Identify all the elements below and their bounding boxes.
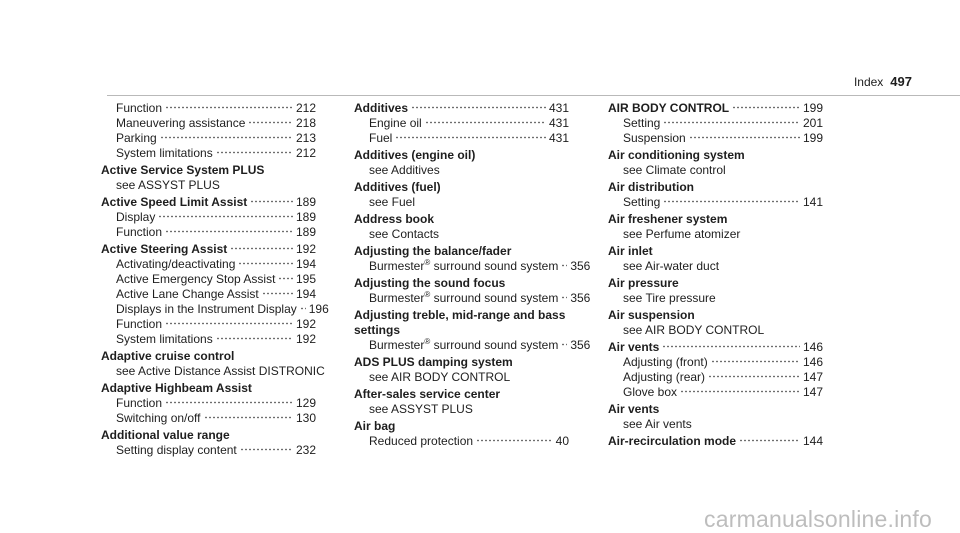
dot-leader	[230, 247, 293, 250]
registered-mark: ®	[424, 258, 431, 267]
page-ref[interactable]: 201	[802, 116, 823, 130]
index-heading	[608, 308, 823, 323]
index-heading	[354, 180, 569, 195]
index-heading	[608, 402, 823, 417]
index-heading	[354, 212, 569, 227]
page-ref[interactable]: 192	[295, 317, 316, 331]
index-subentry	[101, 101, 316, 116]
entry-text: Display	[116, 210, 156, 224]
index-subentry	[354, 337, 591, 353]
entry-text: Active Service System PLUS	[101, 163, 265, 177]
dot-leader	[708, 375, 800, 378]
index-subentry	[101, 257, 316, 272]
index-column-1	[101, 101, 329, 458]
entry-text: Active Emergency Stop Assist	[116, 272, 276, 286]
dot-leader	[732, 106, 800, 109]
entry-text: System limitations	[116, 146, 213, 160]
index-subentry	[608, 116, 823, 131]
entry-text: Fuel	[369, 131, 393, 145]
entry-text: Adaptive Highbeam Assist	[101, 381, 252, 395]
dot-leader	[739, 439, 800, 442]
entry-text: see ASSYST PLUS	[116, 178, 220, 192]
index-subentry	[608, 131, 823, 146]
entry-text: see Fuel	[369, 195, 416, 209]
page-ref[interactable]: 199	[802, 101, 823, 115]
index-subentry	[354, 290, 591, 306]
entry-text-part: surround sound system	[430, 291, 559, 305]
index-subentry	[101, 131, 316, 146]
entry-text: Adjusting the sound focus	[354, 276, 506, 290]
dot-leader	[204, 416, 293, 419]
entry-text: settings	[354, 323, 401, 337]
entry-text: see Active Distance Assist DISTRONIC	[116, 364, 325, 378]
index-heading	[608, 101, 823, 116]
entry-text: Active Steering Assist	[101, 242, 228, 256]
dot-leader	[476, 439, 553, 442]
index-see-reference	[354, 370, 569, 385]
dot-leader	[165, 106, 293, 109]
page-ref[interactable]: 212	[295, 101, 316, 115]
index-subentry	[354, 258, 591, 274]
entry-text: see ASSYST PLUS	[369, 402, 473, 416]
index-heading	[354, 308, 569, 323]
entry-text: see Perfume atomizer	[623, 227, 741, 241]
page-ref[interactable]: 196	[308, 302, 329, 316]
entry-text	[369, 291, 558, 306]
index-subentry	[354, 131, 569, 146]
entry-text-part: Burmester	[369, 338, 425, 352]
index-see-reference	[354, 163, 569, 178]
index-subentry	[608, 195, 823, 210]
index-heading	[608, 148, 823, 163]
index-see-reference	[608, 227, 823, 242]
page-ref[interactable]: 218	[295, 116, 316, 130]
entry-text: see Additives	[369, 163, 440, 177]
dot-leader	[662, 345, 800, 348]
index-heading	[608, 434, 823, 449]
page-number: 497	[890, 74, 912, 89]
entry-text: Additives (engine oil)	[354, 148, 476, 162]
page-ref[interactable]: 431	[548, 116, 569, 130]
entry-text: Suspension	[623, 131, 686, 145]
page-ref[interactable]: 189	[295, 210, 316, 224]
entry-text: Air bag	[354, 419, 396, 433]
entry-text: see AIR BODY CONTROL	[369, 370, 511, 384]
dot-leader	[165, 230, 293, 233]
page-ref[interactable]: 356	[570, 338, 591, 352]
index-see-reference	[608, 291, 823, 306]
entry-text: Displays in the Instrument Display	[116, 302, 297, 316]
entry-text: Adjusting treble, mid-range and bass	[354, 308, 566, 322]
entry-text: Engine oil	[369, 116, 422, 130]
page-ref[interactable]: 144	[802, 434, 823, 448]
entry-text: Address book	[354, 212, 435, 226]
index-heading	[101, 428, 316, 443]
entry-text: see Tire pressure	[623, 291, 716, 305]
entry-text: see Air-water duct	[623, 259, 720, 273]
dot-leader	[411, 106, 546, 109]
page-ref[interactable]: 189	[295, 225, 316, 239]
entry-text	[369, 338, 558, 353]
entry-text: Adjusting (front)	[623, 355, 708, 369]
entry-text: Air vents	[608, 340, 660, 354]
index-heading	[354, 323, 569, 338]
index-subentry	[608, 370, 823, 385]
registered-mark: ®	[424, 337, 431, 346]
index-subentry	[101, 411, 316, 426]
entry-text: Activating/deactivating	[116, 257, 236, 271]
entry-text: see Air vents	[623, 417, 692, 431]
entry-text: Adjusting (rear)	[623, 370, 706, 384]
dot-leader	[240, 448, 293, 451]
entry-text: Glove box	[623, 385, 678, 399]
page-ref[interactable]: 146	[802, 355, 823, 369]
page-ref[interactable]: 129	[295, 396, 316, 410]
index-heading	[354, 387, 569, 402]
entry-text-part: Burmester	[369, 291, 425, 305]
header-rule	[107, 95, 960, 96]
entry-text: Adjusting the balance/fader	[354, 244, 512, 258]
entry-text: Adaptive cruise control	[101, 349, 235, 363]
dot-leader	[262, 292, 293, 295]
entry-text: see AIR BODY CONTROL	[623, 323, 765, 337]
registered-mark: ®	[424, 290, 431, 299]
dot-leader	[711, 360, 800, 363]
page-ref[interactable]: 195	[295, 272, 316, 286]
entry-text: Air vents	[608, 402, 660, 416]
page-header	[854, 74, 912, 89]
dot-leader	[278, 277, 293, 280]
entry-text: Air inlet	[608, 244, 653, 258]
entry-text: Active Lane Change Assist	[116, 287, 259, 301]
index-subentry	[354, 116, 569, 131]
dot-leader	[561, 264, 567, 267]
entry-text-part: surround sound system	[430, 338, 559, 352]
entry-text: After-sales service center	[354, 387, 501, 401]
entry-text-part: Burmester	[369, 259, 425, 273]
dot-leader	[238, 262, 293, 265]
entry-text: Air distribution	[608, 180, 694, 194]
index-see-reference	[101, 364, 325, 379]
index-subentry	[101, 116, 316, 131]
entry-text: Air pressure	[608, 276, 679, 290]
index-subentry	[101, 210, 316, 225]
entry-text: Air suspension	[608, 308, 695, 322]
index-see-reference	[608, 163, 823, 178]
dot-leader	[165, 401, 293, 404]
page-ref[interactable]: 431	[548, 101, 569, 115]
index-subentry	[101, 272, 316, 287]
index-see-reference	[608, 417, 823, 432]
page-ref[interactable]: 199	[802, 131, 823, 145]
page-ref[interactable]: 194	[295, 257, 316, 271]
index-see-reference	[354, 402, 569, 417]
index-heading	[354, 419, 569, 434]
index-heading	[101, 242, 316, 257]
page-ref[interactable]: 192	[295, 242, 316, 256]
index-heading	[354, 244, 569, 259]
entry-text: Switching on/off	[116, 411, 201, 425]
entry-text: Reduced protection	[369, 434, 474, 448]
dot-leader	[663, 200, 800, 203]
entry-text: ADS PLUS damping system	[354, 355, 513, 369]
index-see-reference	[608, 259, 823, 274]
page-ref[interactable]: 40	[555, 434, 569, 448]
entry-text: Air freshener system	[608, 212, 728, 226]
index-heading	[608, 244, 823, 259]
index-subentry	[101, 225, 316, 240]
index-heading	[354, 148, 569, 163]
index-see-reference	[354, 195, 569, 210]
index-subentry	[101, 332, 316, 347]
index-heading	[101, 163, 316, 178]
entry-text: Setting	[623, 195, 661, 209]
dot-leader	[216, 151, 293, 154]
dot-leader	[561, 296, 567, 299]
index-subentry	[101, 443, 316, 458]
page-ref[interactable]: 146	[802, 340, 823, 354]
dot-leader	[561, 343, 567, 346]
index-subentry	[101, 302, 329, 317]
entry-text: Function	[116, 317, 163, 331]
page-ref[interactable]: 431	[548, 131, 569, 145]
section-label: Index	[853, 75, 884, 89]
entry-text: Additives (fuel)	[354, 180, 441, 194]
watermark: carmanualsonline.info	[704, 506, 932, 532]
entry-text: Air-recirculation mode	[608, 434, 737, 448]
dot-leader	[425, 121, 546, 124]
entry-text: Air conditioning system	[608, 148, 745, 162]
page-ref[interactable]: 147	[802, 370, 823, 384]
entry-text-part: surround sound system	[430, 259, 559, 273]
entry-text: see Contacts	[369, 227, 440, 241]
entry-text: Additional value range	[101, 428, 230, 442]
dot-leader	[160, 136, 293, 139]
page-ref[interactable]: 356	[570, 291, 591, 305]
index-heading	[354, 276, 569, 291]
dot-leader	[680, 390, 800, 393]
entry-text: Maneuvering assistance	[116, 116, 246, 130]
index-heading	[354, 101, 569, 116]
dot-leader	[158, 215, 293, 218]
index-heading	[608, 180, 823, 195]
dot-leader	[689, 136, 800, 139]
index-heading	[354, 355, 569, 370]
page-ref[interactable]: 194	[295, 287, 316, 301]
index-subentry	[101, 146, 316, 161]
index-column-3	[608, 101, 823, 449]
index-heading	[608, 340, 823, 355]
index-subentry	[101, 317, 316, 332]
dot-leader	[395, 136, 546, 139]
index-heading	[101, 195, 316, 210]
index-subentry	[101, 287, 316, 302]
index-subentry	[608, 355, 823, 370]
dot-leader	[216, 337, 293, 340]
entry-text: Active Speed Limit Assist	[101, 195, 248, 209]
entry-text: Additives	[354, 101, 409, 115]
entry-text: AIR BODY CONTROL	[608, 101, 730, 115]
dot-leader	[300, 307, 306, 310]
index-heading	[101, 381, 316, 396]
entry-text: Function	[116, 225, 163, 239]
page-ref[interactable]: 141	[802, 195, 823, 209]
page-ref[interactable]: 212	[295, 146, 316, 160]
page-ref[interactable]: 213	[295, 131, 316, 145]
dot-leader	[165, 322, 293, 325]
entry-text: System limitations	[116, 332, 213, 346]
page-ref[interactable]: 189	[295, 195, 316, 209]
entry-text: Function	[116, 396, 163, 410]
index-see-reference	[101, 178, 316, 193]
page-ref[interactable]: 147	[802, 385, 823, 399]
page-ref[interactable]: 356	[570, 259, 591, 273]
page-ref[interactable]: 130	[295, 411, 316, 425]
index-heading	[101, 349, 316, 364]
index-heading	[608, 276, 823, 291]
dot-leader	[663, 121, 800, 124]
index-column-2	[354, 101, 591, 449]
entry-text: Parking	[116, 131, 157, 145]
entry-text: see Climate control	[623, 163, 726, 177]
index-see-reference	[608, 323, 823, 338]
index-subentry	[608, 385, 823, 400]
page-ref[interactable]: 192	[295, 332, 316, 346]
dot-leader	[250, 200, 293, 203]
entry-text: Function	[116, 101, 163, 115]
dot-leader	[248, 121, 293, 124]
entry-text: Setting display content	[116, 443, 237, 457]
entry-text	[369, 259, 558, 274]
index-see-reference	[354, 227, 569, 242]
index-subentry	[101, 396, 316, 411]
index-subentry	[354, 434, 569, 449]
index-heading	[608, 212, 823, 227]
entry-text: Setting	[623, 116, 661, 130]
page-ref[interactable]: 232	[295, 443, 316, 457]
